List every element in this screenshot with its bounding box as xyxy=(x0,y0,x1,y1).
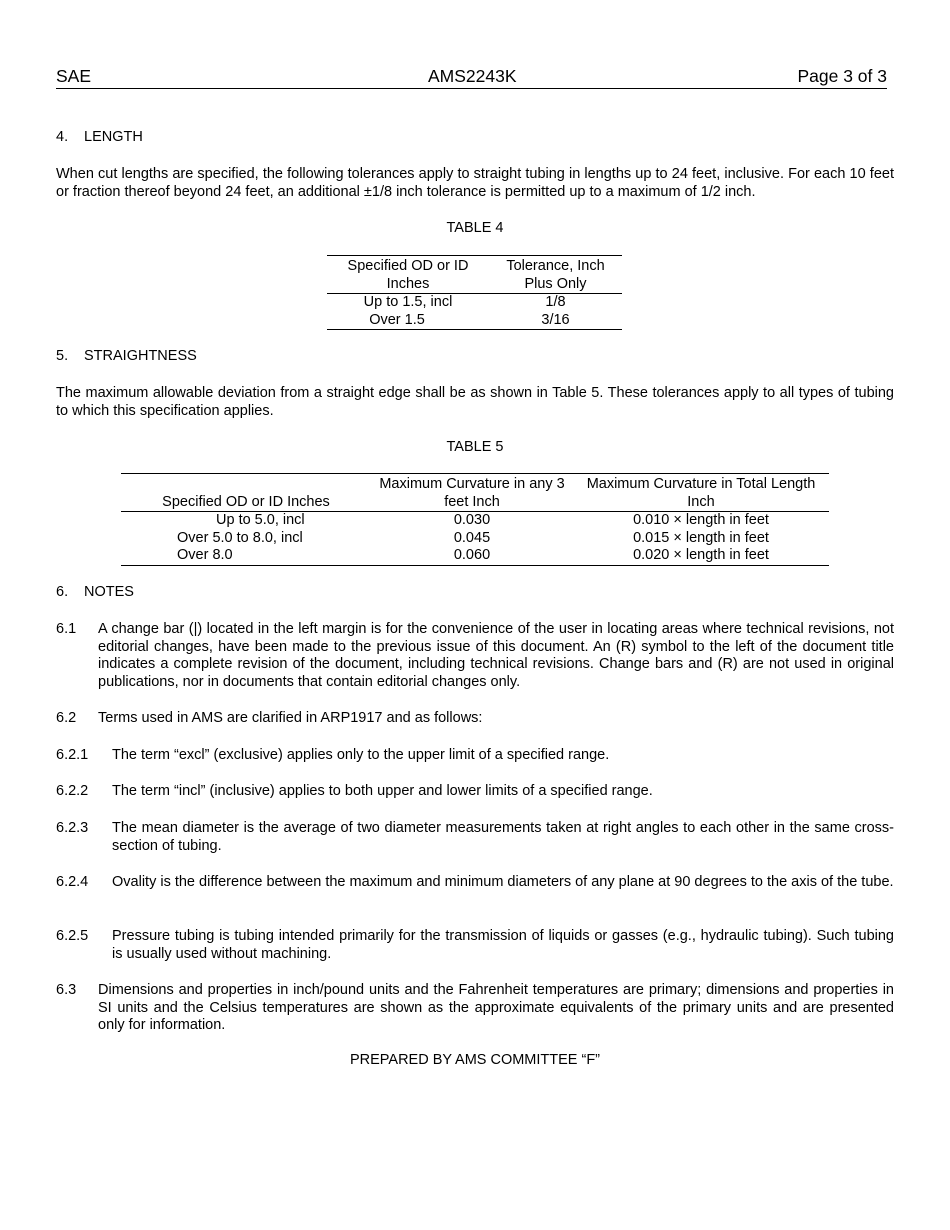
header-line: Tolerance, Inch xyxy=(506,258,605,274)
header-line: Inch xyxy=(687,493,715,510)
table-header-cell xyxy=(573,474,829,512)
section-title: STRAIGHTNESS xyxy=(84,348,197,364)
note-number: 6.3 xyxy=(56,982,77,998)
note-text: The mean diameter is the average of two diameter measurements taken at right angles to each other in the same cross-section of tubing. xyxy=(112,820,894,854)
table-cell: 0.020 × length in feet xyxy=(633,547,769,563)
note-number: 6.2.1 xyxy=(56,747,89,763)
table-cell: 0.010 × length in feet xyxy=(633,512,769,528)
table-row xyxy=(327,312,622,330)
note-text: Terms used in AMS are clarified in ARP1917 and as follows: xyxy=(98,710,483,726)
table-4-caption: TABLE 4 xyxy=(446,220,504,236)
header-line: Maximum Curvature in Total Length xyxy=(586,476,816,492)
note-number: 6.1 xyxy=(56,621,77,637)
table-row xyxy=(121,512,829,530)
table-cell: 1/8 xyxy=(545,294,566,310)
note-number: 6.2.2 xyxy=(56,783,89,799)
section-4-heading xyxy=(56,129,143,147)
section-number: 4. xyxy=(56,129,69,145)
table-cell: 0.060 xyxy=(453,547,491,563)
note-number: 6.2 xyxy=(56,710,77,726)
table-row xyxy=(327,294,622,312)
table-cell: 0.045 xyxy=(453,529,491,546)
section-6-heading xyxy=(56,584,134,602)
note-number: 6.2.4 xyxy=(56,874,89,890)
section-number: 5. xyxy=(56,348,69,364)
header-line: Maximum Curvature in any 3 xyxy=(379,476,565,492)
table-cell: 3/16 xyxy=(541,311,570,328)
note-text: The term “incl” (inclusive) applies to both upper and lower limits of a specified range. xyxy=(112,783,653,799)
page-header xyxy=(56,68,887,89)
header-line: Specified OD or ID xyxy=(347,258,469,274)
note-number: 6.2.3 xyxy=(56,820,89,836)
table-header-row xyxy=(121,474,829,512)
note-text: Ovality is the difference between the maximum and minimum diameters of any plane at 90 degrees to the axis of the tube. xyxy=(112,874,894,890)
section-title: LENGTH xyxy=(84,129,143,145)
table-cell: 0.015 × length in feet xyxy=(633,529,769,546)
section-number: 6. xyxy=(56,584,69,600)
table-cell: Over 5.0 to 8.0, incl xyxy=(177,529,303,546)
header-line: Inches xyxy=(386,275,430,292)
header-page-number: Page 3 of 3 xyxy=(797,66,887,86)
footer-prepared-by: PREPARED BY AMS COMMITTEE “F” xyxy=(349,1052,601,1068)
table-cell: 0.030 xyxy=(453,512,491,528)
table-5 xyxy=(121,473,829,566)
table-header-cell xyxy=(371,474,573,512)
table-cell: Up to 5.0, incl xyxy=(216,512,305,528)
table-row xyxy=(121,547,829,565)
note-text: A change bar (|) located in the left margin is for the convenience of the user in locating areas where technical revisions, not editorial changes, have been made to the previous issue of this document. An (R) symbol to the left of the document title indicates a complete revision of the document, including technical revisions. Change bars and (R) are not used in original publications, nor in documents that contain editorial changes only. xyxy=(98,621,894,690)
table-4 xyxy=(327,255,622,330)
table-header-cell xyxy=(489,256,622,294)
table-header-cell xyxy=(121,474,371,512)
header-line: Specified OD or ID Inches xyxy=(162,493,330,510)
table-header-cell xyxy=(327,256,489,294)
note-text: Dimensions and properties in inch/pound units and the Fahrenheit temperatures are primary; dimensions and properties in SI units and the Celsius temperatures are shown as the approximate equivalents of the primary units and are presented only for information. xyxy=(98,982,894,1033)
note-text: Pressure tubing is tubing intended primarily for the transmission of liquids or gasses (e.g., hydraulic tubing). Such tubing is usually used without machining. xyxy=(112,928,894,962)
table-cell: Over 1.5 xyxy=(369,311,425,328)
section-title: NOTES xyxy=(84,584,134,600)
table-5-caption: TABLE 5 xyxy=(446,439,504,455)
table-row xyxy=(121,530,829,548)
table-header-row xyxy=(327,256,622,294)
section-5-heading xyxy=(56,348,197,366)
note-text: The term “excl” (exclusive) applies only to the upper limit of a specified range. xyxy=(112,747,610,763)
note-number: 6.2.5 xyxy=(56,928,89,944)
header-line: Plus Only xyxy=(524,275,587,292)
section-5-text: The maximum allowable deviation from a straight edge shall be as shown in Table 5. These tolerances apply to all types of tubing to which this specification applies. xyxy=(56,385,894,419)
header-line: feet Inch xyxy=(444,493,500,510)
table-cell: Up to 1.5, incl xyxy=(363,294,453,310)
section-4-text: When cut lengths are specified, the following tolerances apply to straight tubing in lengths up to 24 feet, inclusive. For each 10 feet or fraction thereof beyond 24 feet, an additional ±1/8 inch tolerance is permitted up to a maximum of 1/2 inch. xyxy=(56,166,894,200)
header-doc-number: AMS2243K xyxy=(428,66,517,86)
table-cell: Over 8.0 xyxy=(177,547,233,563)
header-org: SAE xyxy=(56,66,92,86)
